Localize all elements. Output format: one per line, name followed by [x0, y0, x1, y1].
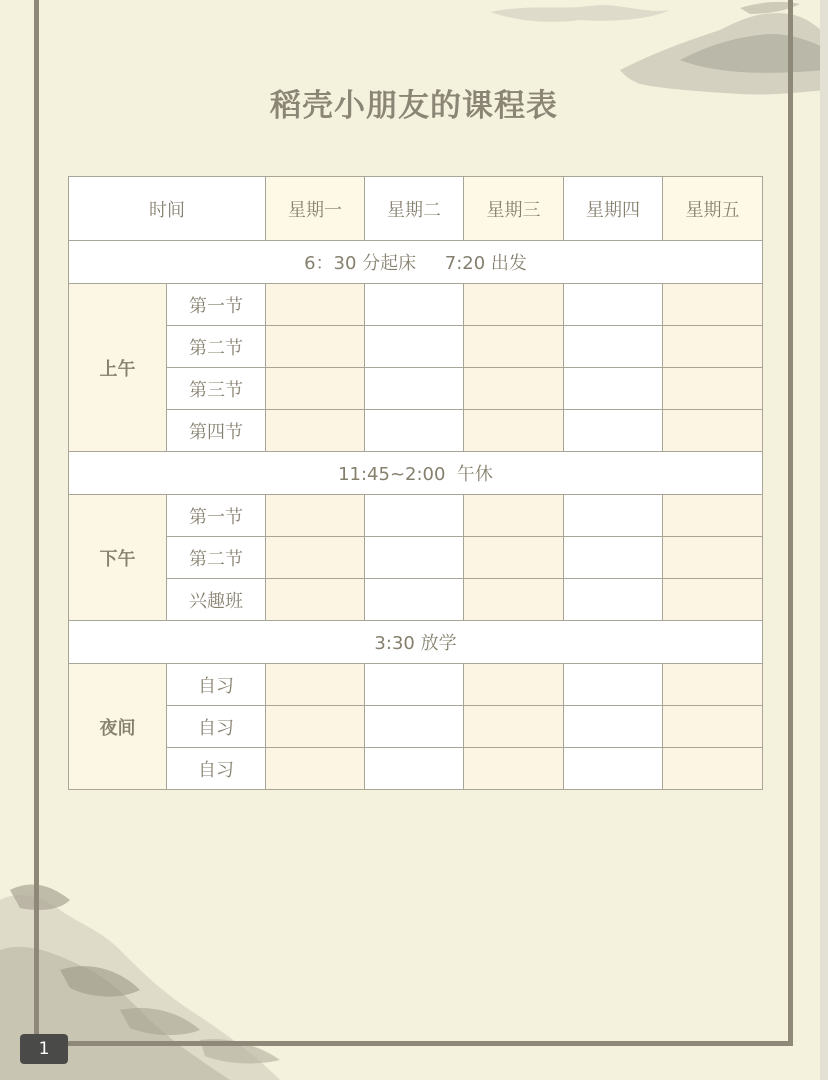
slot-label: 自习: [167, 664, 266, 706]
class-cell[interactable]: [464, 579, 564, 621]
slot-label: 第二节: [167, 537, 266, 579]
class-cell[interactable]: [365, 579, 464, 621]
class-cell[interactable]: [464, 368, 564, 410]
noon-break-banner: 11:45~2:00 午休: [69, 452, 763, 495]
wake-banner-row: [69, 241, 763, 284]
table-row: [69, 284, 763, 326]
class-cell[interactable]: [564, 410, 663, 452]
day-header-wednesday: 星期三: [464, 177, 564, 241]
class-cell[interactable]: [564, 284, 663, 326]
class-cell[interactable]: [663, 579, 763, 621]
slot-label: 第二节: [167, 326, 266, 368]
class-cell[interactable]: [365, 326, 464, 368]
class-cell[interactable]: [266, 410, 365, 452]
page-number-indicator[interactable]: 1: [20, 1034, 68, 1064]
timetable: [68, 176, 763, 790]
class-cell[interactable]: [663, 284, 763, 326]
class-cell[interactable]: [464, 706, 564, 748]
table-row: [69, 495, 763, 537]
class-cell[interactable]: [266, 537, 365, 579]
class-cell[interactable]: [564, 368, 663, 410]
slot-label: 兴趣班: [167, 579, 266, 621]
class-cell[interactable]: [365, 284, 464, 326]
frame-right-border: [788, 0, 793, 1046]
class-cell[interactable]: [663, 368, 763, 410]
class-cell[interactable]: [464, 748, 564, 790]
day-header-monday: 星期一: [266, 177, 365, 241]
dismissal-banner: 3:30 放学: [69, 621, 763, 664]
noon-banner-row: [69, 452, 763, 495]
class-cell[interactable]: [266, 706, 365, 748]
class-cell[interactable]: [464, 664, 564, 706]
class-cell[interactable]: [365, 495, 464, 537]
table-row: [69, 368, 763, 410]
class-cell[interactable]: [266, 664, 365, 706]
period-label-evening: 夜间: [69, 664, 167, 790]
class-cell[interactable]: [266, 579, 365, 621]
class-cell[interactable]: [663, 748, 763, 790]
class-cell[interactable]: [663, 326, 763, 368]
class-cell[interactable]: [564, 748, 663, 790]
class-cell[interactable]: [266, 495, 365, 537]
class-cell[interactable]: [564, 537, 663, 579]
class-cell[interactable]: [663, 664, 763, 706]
table-row: [69, 326, 763, 368]
class-cell[interactable]: [266, 368, 365, 410]
day-header-friday: 星期五: [663, 177, 763, 241]
class-cell[interactable]: [464, 537, 564, 579]
class-cell[interactable]: [365, 706, 464, 748]
period-label-afternoon: 下午: [69, 495, 167, 621]
slot-label: 自习: [167, 748, 266, 790]
class-cell[interactable]: [663, 410, 763, 452]
table-row: [69, 579, 763, 621]
class-cell[interactable]: [464, 495, 564, 537]
class-cell[interactable]: [464, 410, 564, 452]
class-cell[interactable]: [365, 748, 464, 790]
table-row: [69, 748, 763, 790]
class-cell[interactable]: [663, 706, 763, 748]
table-row: [69, 664, 763, 706]
class-cell[interactable]: [564, 326, 663, 368]
time-column-header: 时间: [69, 177, 266, 241]
page-title: 稻壳小朋友的课程表: [270, 88, 558, 124]
frame-bottom-border: [34, 1041, 793, 1046]
class-cell[interactable]: [564, 664, 663, 706]
table-row: [69, 410, 763, 452]
table-row: [69, 706, 763, 748]
period-label-morning: 上午: [69, 284, 167, 452]
page-edge: [820, 0, 828, 1080]
class-cell[interactable]: [464, 284, 564, 326]
class-cell[interactable]: [663, 495, 763, 537]
table-header-row: [69, 177, 763, 241]
class-cell[interactable]: [663, 537, 763, 579]
slot-label: 第四节: [167, 410, 266, 452]
day-header-thursday: 星期四: [564, 177, 663, 241]
class-cell[interactable]: [365, 537, 464, 579]
class-cell[interactable]: [266, 284, 365, 326]
class-cell[interactable]: [564, 579, 663, 621]
slot-label: 第一节: [167, 284, 266, 326]
class-cell[interactable]: [365, 368, 464, 410]
day-header-tuesday: 星期二: [365, 177, 464, 241]
table-row: [69, 537, 763, 579]
slot-label: 第三节: [167, 368, 266, 410]
slot-label: 自习: [167, 706, 266, 748]
wake-banner: 6：30 分起床 7:20 出发: [69, 241, 763, 284]
class-cell[interactable]: [266, 326, 365, 368]
class-cell[interactable]: [564, 495, 663, 537]
class-cell[interactable]: [365, 664, 464, 706]
class-cell[interactable]: [365, 410, 464, 452]
class-cell[interactable]: [464, 326, 564, 368]
class-cell[interactable]: [564, 706, 663, 748]
dismissal-banner-row: [69, 621, 763, 664]
slot-label: 第一节: [167, 495, 266, 537]
class-cell[interactable]: [266, 748, 365, 790]
frame-left-border: [34, 0, 39, 1046]
